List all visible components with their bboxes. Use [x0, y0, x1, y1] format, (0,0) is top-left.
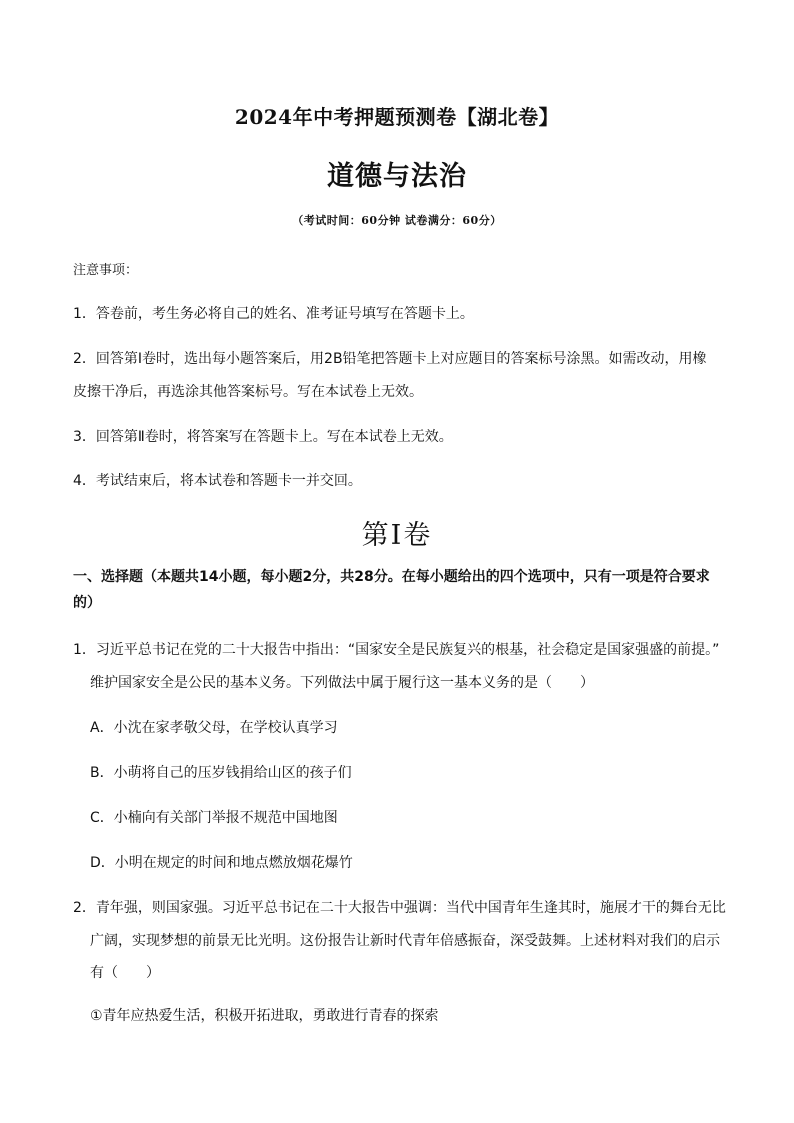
question-1-stem: 1．习近平总书记在党的二十大报告中指出：“国家安全是民族复兴的根基，社会稳定是国家强盛的前提。” [73, 642, 720, 658]
question-2-stem-continued: 广阔，实现梦想的前景无比光明。这份报告让新时代青年倍感振奋，深受鼓舞。上述材料对我们的启示 [90, 933, 720, 949]
question-1-option-b: B．小萌将自己的压岁钱捐给山区的孩子们 [90, 765, 352, 781]
question-1-option-a: A．小沈在家孝敬父母，在学校认真学习 [90, 720, 338, 736]
question-1-option-d: D．小明在规定的时间和地点燃放烟花爆竹 [90, 855, 353, 871]
question-2-stem: 2．青年强，则国家强。习近平总书记在二十大报告中强调：当代中国青年生逢其时，施展才干的舞台无比 [73, 900, 726, 916]
question-2-stem-end: 有（ ） [90, 965, 160, 981]
question-1-stem-continued: 维护国家安全是公民的基本义务。下列做法中属于履行这一基本义务的是（ ） [90, 675, 594, 691]
notice-item-1: 1．答卷前，考生务必将自己的姓名、准考证号填写在答题卡上。 [73, 306, 474, 322]
notice-title: 注意事项： [73, 263, 139, 278]
subject-title: 道德与法治 [327, 161, 467, 192]
section-title: 第Ⅰ卷 [361, 520, 433, 551]
question-1-option-c: C．小楠向有关部门举报不规范中国地图 [90, 810, 338, 826]
notice-item-2-continued: 皮擦干净后，再选涂其他答案标号。写在本试卷上无效。 [73, 384, 423, 400]
notice-item-4: 4．考试结束后，将本试卷和答题卡一并交回。 [73, 473, 362, 489]
notice-item-2: 2．回答第Ⅰ卷时，选出每小题答案后，用2B铅笔把答题卡上对应题目的答案标号涂黑。如需改动，用橡 [73, 351, 707, 367]
section-instruction-continued: 的） [73, 595, 101, 611]
section-instruction: 一、选择题（本题共14小题，每小题2分，共28分。在每小题给出的四个选项中，只有一项是符合要求 [73, 569, 710, 585]
notice-item-3: 3．回答第Ⅱ卷时，将答案写在答题卡上。写在本试卷上无效。 [73, 429, 453, 445]
question-2-statement-1: ①青年应热爱生活，积极开拓进取，勇敢进行青春的探索 [90, 1008, 439, 1024]
exam-info: （考试时间：60分钟 试卷满分：60分） [292, 214, 502, 227]
exam-title: 2024年中考押题预测卷【湖北卷】 [234, 105, 560, 129]
